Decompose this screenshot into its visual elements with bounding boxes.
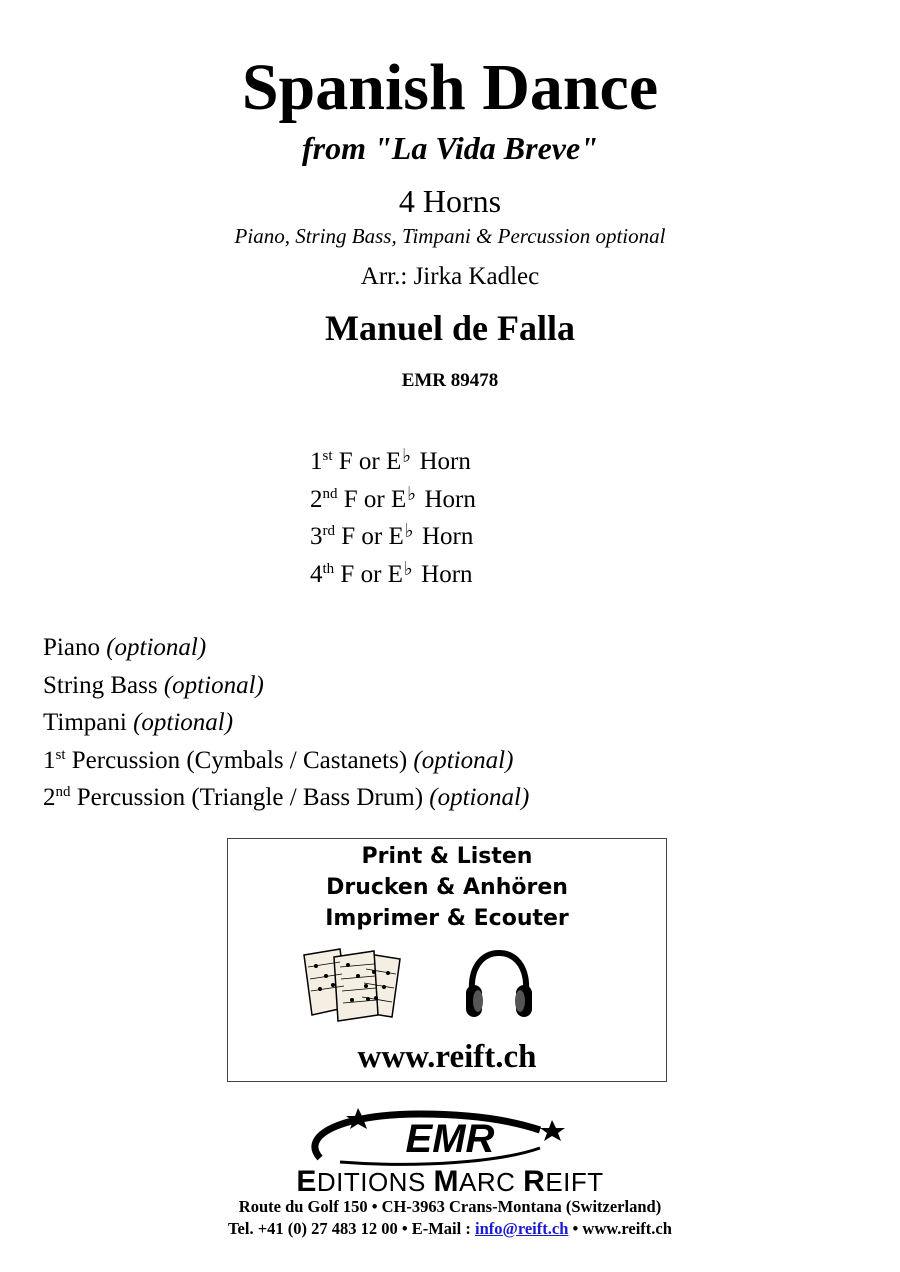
brand-initial: M [433, 1165, 460, 1198]
optional-note: (optional) [106, 634, 207, 661]
optional-note: (optional) [163, 671, 264, 699]
promo-website: www.reift.ch [357, 1039, 537, 1075]
part-key: F or E [334, 561, 403, 589]
part-instrument: Horn [415, 523, 474, 551]
part-name: String Bass [43, 671, 164, 699]
flat-sign: ♭ [404, 520, 414, 543]
part-number: 1 [43, 746, 56, 774]
brand-word: DITIONS [316, 1167, 434, 1197]
part-number: 2 [310, 485, 323, 513]
flat-sign: ♭ [402, 445, 412, 467]
ordinal-suffix: nd [55, 784, 71, 801]
print-listen-box [227, 838, 667, 1082]
sheet-music-icon [300, 945, 410, 1023]
publisher-name [0, 1166, 900, 1198]
optional-part [43, 629, 529, 667]
horn-parts-list [310, 438, 476, 589]
horn-part [310, 513, 476, 551]
catalog-number: EMR 89478 [401, 370, 499, 391]
instrumentation: 4 Horns [398, 183, 502, 219]
part-number: 4 [310, 561, 323, 589]
website: • www.reift.ch [568, 1219, 672, 1238]
email-link[interactable]: info@reift.ch [474, 1219, 569, 1238]
ordinal-suffix: st [55, 746, 66, 763]
part-name: Percussion (Triangle / Bass Drum) [70, 784, 430, 812]
flat-sign: ♭ [403, 558, 413, 581]
part-number: 2 [43, 784, 56, 812]
publisher-contact [0, 1218, 900, 1240]
ordinal-suffix: st [322, 448, 333, 464]
part-name: Piano [43, 634, 107, 661]
part-number: 3 [310, 523, 323, 551]
promo-line-fr: Imprimer & Ecouter [325, 906, 569, 931]
promo-line-de: Drucken & Anhören [326, 875, 568, 900]
ordinal-suffix: th [322, 561, 335, 578]
emr-logo [300, 1106, 600, 1166]
optional-note: (optional) [429, 784, 530, 812]
brand-word: ARC [459, 1167, 524, 1197]
promo-line-en: Print & Listen [361, 844, 533, 869]
brand-initial: R [523, 1165, 546, 1198]
part-instrument: Horn [414, 561, 473, 589]
part-name: Percussion (Cymbals / Castanets) [65, 746, 414, 774]
part-instrument: Horn [413, 448, 471, 475]
telephone: Tel. +41 (0) 27 483 12 00 • E-Mail : [228, 1219, 475, 1238]
title: Spanish Dance [241, 51, 659, 124]
flat-sign: ♭ [407, 482, 417, 505]
instrumentation-sub: Piano, String Bass, Timpani & Percussion optional [234, 224, 666, 248]
horn-part [310, 438, 476, 476]
arranger: Arr.: Jirka Kadlec [360, 263, 540, 290]
brand-word: EIFT [545, 1167, 604, 1197]
composer: Manuel de Falla [325, 308, 575, 348]
optional-note: (optional) [413, 746, 514, 774]
optional-part [43, 779, 529, 817]
optional-note: (optional) [133, 709, 234, 737]
part-key: F or E [337, 485, 407, 513]
part-instrument: Horn [418, 485, 476, 513]
brand-initial: E [296, 1165, 317, 1198]
horn-part [310, 551, 476, 589]
ordinal-suffix: nd [322, 485, 338, 502]
horn-part [310, 476, 476, 514]
logo-text: EMR [405, 1117, 495, 1161]
subtitle: from "La Vida Breve" [302, 130, 598, 166]
part-key: F or E [332, 448, 402, 475]
part-key: F or E [335, 523, 404, 551]
headphones-icon [464, 949, 534, 1021]
optional-parts-list [43, 629, 529, 817]
part-name: Timpani [43, 709, 134, 737]
part-number: 1 [310, 448, 323, 475]
optional-part [43, 742, 529, 780]
ordinal-suffix: rd [322, 523, 335, 540]
optional-part [43, 704, 529, 742]
publisher-address: Route du Golf 150 • CH-3963 Crans-Montana (Switzerland) [238, 1197, 662, 1216]
optional-part [43, 667, 529, 705]
